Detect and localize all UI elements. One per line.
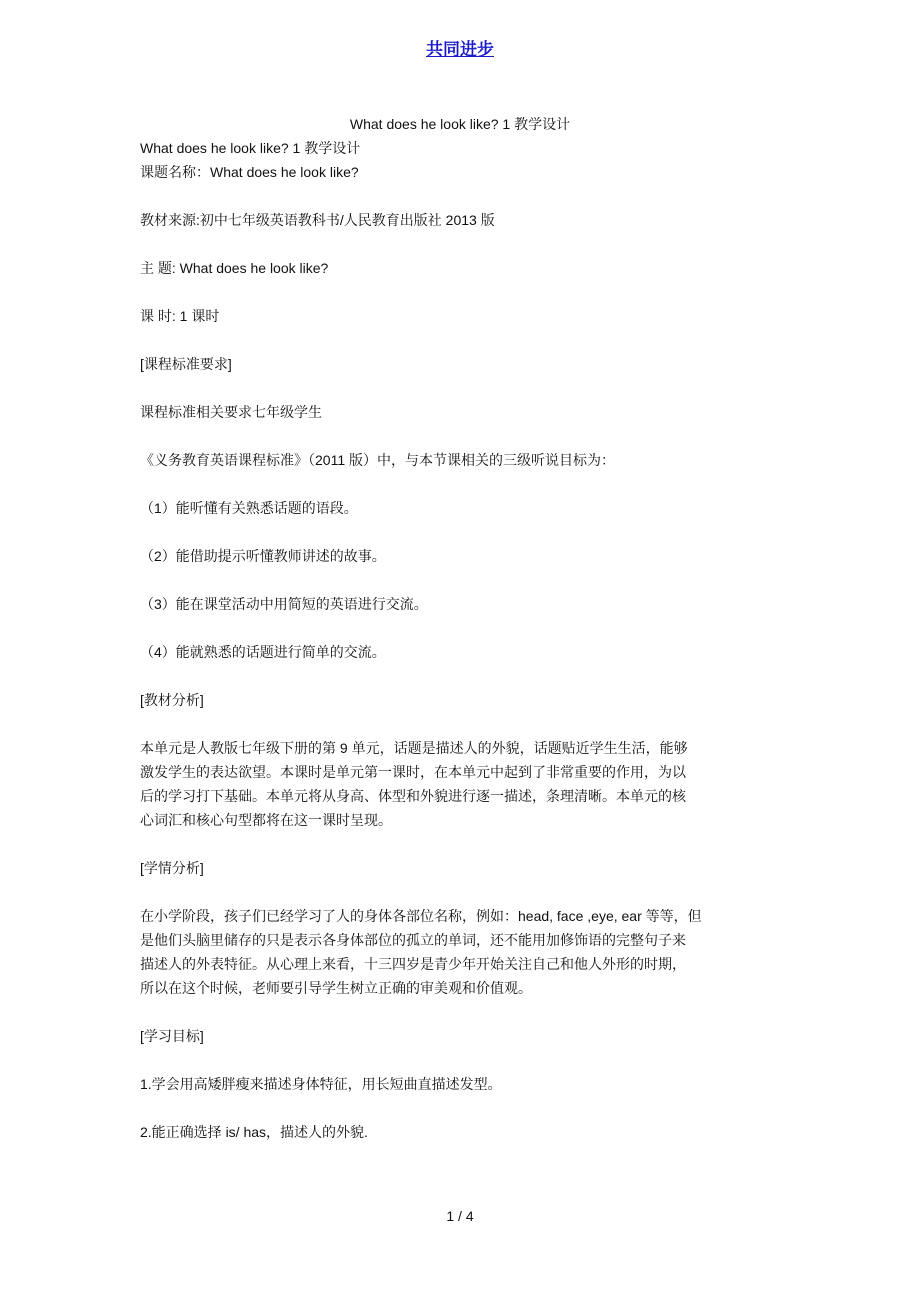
- list-item: （3）能在课堂活动中用简短的英语进行交流。: [140, 596, 428, 612]
- meta-line: 教材来源:初中七年级英语教科书/人民教育出版社 2013 版: [140, 212, 495, 228]
- meta-line: 课 时: 1 课时: [140, 308, 220, 324]
- paragraph-line: 本单元是人教版七年级下册的第 9 单元，话题是描述人的外貌，话题贴近学生生活，能够: [140, 740, 688, 756]
- page-number: 1 / 4: [446, 1208, 474, 1224]
- paragraph-line: 后的学习打下基础。本单元将从身高、体型和外貌进行逐一描述，条理清晰。本单元的核: [140, 788, 686, 804]
- paragraph-line: 在小学阶段，孩子们已经学习了人的身体各部位名称，例如：head, face ,eye, ear 等等，但: [140, 908, 702, 924]
- section-heading: [学情分析]: [140, 860, 204, 876]
- list-item: 2.能正确选择 is/ has，描述人的外貌.: [140, 1124, 368, 1140]
- meta-line: What does he look like? 1 教学设计: [140, 140, 361, 156]
- list-item: （1）能听懂有关熟悉话题的语段。: [140, 500, 358, 516]
- header-link[interactable]: 共同进步: [426, 40, 494, 59]
- paragraph-line: 所以在这个时候，老师要引导学生树立正确的审美观和价值观。: [140, 980, 532, 996]
- meta-line: 课题名称：What does he look like?: [140, 164, 359, 180]
- paragraph: 《义务教育英语课程标准》（2011 版）中，与本节课相关的三级听说目标为：: [140, 452, 615, 468]
- meta-line: 主 题: What does he look like?: [140, 260, 329, 276]
- list-item: 1.学会用高矮胖瘦来描述身体特征，用长短曲直描述发型。: [140, 1076, 502, 1092]
- paragraph: 课程标准相关要求七年级学生: [140, 404, 322, 420]
- section-heading: [学习目标]: [140, 1028, 204, 1044]
- paragraph-line: 激发学生的表达欲望。本课时是单元第一课时，在本单元中起到了非常重要的作用，为以: [140, 764, 686, 780]
- paragraph-line: 心词汇和核心句型都将在这一课时呈现。: [140, 812, 392, 828]
- list-item: （4）能就熟悉的话题进行简单的交流。: [140, 644, 386, 660]
- section-heading: [教材分析]: [140, 692, 204, 708]
- document-title: What does he look like? 1 教学设计: [349, 116, 571, 132]
- list-item: （2）能借助提示听懂教师讲述的故事。: [140, 548, 386, 564]
- section-heading: [课程标准要求]: [140, 356, 232, 372]
- paragraph-line: 描述人的外表特征。从心理上来看，十三四岁是青少年开始关注自己和他人外形的时期，: [140, 956, 686, 972]
- paragraph-line: 是他们头脑里储存的只是表示各身体部位的孤立的单词，还不能用加修饰语的完整句子来: [140, 932, 686, 948]
